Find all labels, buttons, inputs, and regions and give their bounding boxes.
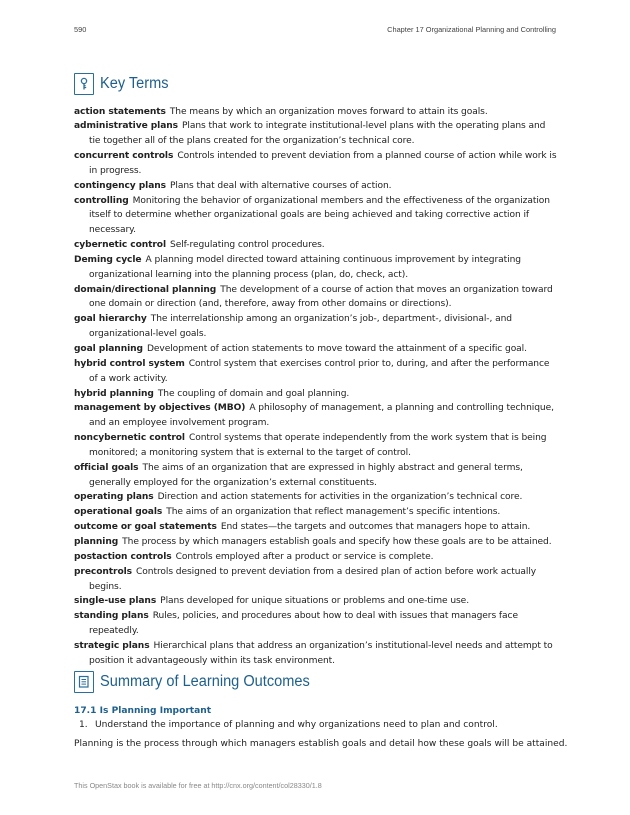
glossary-entry <box>74 238 559 253</box>
glossary-term: operating plans <box>74 492 154 503</box>
glossary-entry <box>74 387 559 402</box>
glossary-term: action statements <box>74 106 166 117</box>
glossary-definition: Plans that work to integrate institutional-level plans with the operating plans and tie together all of the plans created for the organization’s technical core. <box>89 121 546 147</box>
glossary-term: hybrid control system <box>74 358 185 369</box>
glossary-entry <box>74 119 559 149</box>
glossary-definition: Monitoring the behavior of organizational members and the effectiveness of the organization itself to determine whether organizational goals are being achieved and taking corrective action if necessary. <box>89 195 550 236</box>
summary-title: Summary of Learning Outcomes <box>100 673 310 690</box>
glossary-definition: Development of action statements to move toward the attainment of a specific goal. <box>146 344 527 354</box>
glossary-entry <box>74 490 559 505</box>
glossary-term: goal planning <box>74 344 143 354</box>
glossary-term: controlling <box>74 195 129 206</box>
glossary-definition: Controls employed after a product or service is complete. <box>175 551 434 562</box>
glossary-entry <box>74 535 559 550</box>
glossary-definition: A planning model directed toward attaining continuous improvement by integrating organizational learning into the planning process (plan, do, check, act). <box>89 254 521 280</box>
list-number: 1. <box>79 720 88 730</box>
learning-outcome-item <box>79 718 498 732</box>
glossary-definition: A philosophy of management, a planning and controlling technique, and an employee involvement program. <box>89 403 554 429</box>
glossary-entry <box>74 283 559 313</box>
glossary-term: operational goals <box>74 507 163 518</box>
chapter-title: Chapter 17 Organizational Planning and Controlling <box>387 25 556 34</box>
page-number: 590 <box>74 25 87 34</box>
glossary-entry <box>74 342 559 357</box>
glossary-entry <box>74 594 559 609</box>
glossary-definition: Hierarchical plans that address an organization’s institutional-level needs and attempt to position it advantageously within its task environment. <box>89 640 553 666</box>
glossary-entry <box>74 357 559 387</box>
glossary-entry <box>74 312 559 342</box>
glossary-entry <box>74 639 559 669</box>
glossary-definition: Control systems that operate independently from the work system that is being monitored; a monitoring system that is external to the target of control. <box>89 433 547 458</box>
glossary-definition: Controls intended to prevent deviation from a planned course of action while work is in progress. <box>89 151 557 176</box>
glossary-definition: Controls designed to prevent deviation from a desired plan of action before work actually begins. <box>89 566 537 592</box>
glossary-term: management by objectives (MBO) <box>74 403 246 414</box>
glossary-definition: The aims of an organization that are expressed in highly abstract and general terms, generally employed for the organization’s external constituents. <box>89 462 523 488</box>
glossary-term: noncybernetic control <box>74 433 185 444</box>
glossary-definition: The coupling of domain and goal planning. <box>157 388 350 399</box>
glossary-entry <box>74 401 559 431</box>
glossary-entry <box>74 565 559 595</box>
glossary-entry <box>74 520 559 535</box>
key-terms-list <box>74 105 559 669</box>
glossary-definition: The interrelationship among an organization’s job-, department-, divisional-, and organizational-level goals. <box>89 314 512 340</box>
glossary-term: precontrols <box>74 566 133 577</box>
glossary-term: planning <box>74 536 119 547</box>
glossary-definition: Control system that exercises control prior to, during, and after the performance of a work activity. <box>89 358 550 384</box>
glossary-definition: Direction and action statements for activities in the organization’s technical core. <box>157 492 523 503</box>
glossary-term: single-use plans <box>74 596 157 607</box>
learning-outcome-text: Understand the importance of planning and why organizations need to plan and control. <box>95 720 498 730</box>
key-icon <box>74 73 94 95</box>
glossary-term: standing plans <box>74 611 149 622</box>
glossary-definition: The process by which managers establish goals and specify how these goals are to be attained. <box>122 536 552 547</box>
glossary-entry <box>74 105 559 120</box>
glossary-definition: End states—the targets and outcomes that managers hope to attain. <box>220 522 531 533</box>
summary-paragraph: Planning is the process through which managers establish goals and detail how these goals will be attained. <box>74 739 568 749</box>
glossary-entry <box>74 149 559 179</box>
glossary-definition: The aims of an organization that reflect management’s specific intentions. <box>166 507 501 518</box>
glossary-term: goal hierarchy <box>74 314 147 325</box>
section-heading: 17.1 Is Planning Important <box>74 706 212 716</box>
glossary-definition: The means by which an organization moves forward to attain its goals. <box>169 106 488 117</box>
glossary-entry <box>74 550 559 565</box>
document-icon <box>74 671 94 693</box>
glossary-entry <box>74 505 559 520</box>
glossary-entry <box>74 431 559 461</box>
key-terms-title: Key Terms <box>100 75 169 92</box>
glossary-term: cybernetic control <box>74 240 167 251</box>
glossary-definition: Plans developed for unique situations or problems and one-time use. <box>160 596 470 607</box>
glossary-term: strategic plans <box>74 640 150 651</box>
glossary-definition: Self-regulating control procedures. <box>170 240 325 251</box>
glossary-term: Deming cycle <box>74 254 142 265</box>
footer-note: This OpenStax book is available for free at http://cnx.org/content/col28330/1.8 <box>74 781 322 790</box>
running-head <box>74 25 556 37</box>
glossary-entry <box>74 194 559 239</box>
glossary-entry <box>74 179 559 194</box>
glossary-term: contingency plans <box>74 180 166 191</box>
glossary-entry <box>74 253 559 283</box>
glossary-term: outcome or goal statements <box>74 522 217 533</box>
glossary-term: hybrid planning <box>74 388 154 399</box>
glossary-term: official goals <box>74 462 139 473</box>
glossary-term: domain/directional planning <box>74 284 217 295</box>
glossary-entry <box>74 609 559 639</box>
glossary-definition: The development of a course of action that moves an organization toward one domain or direction (and, therefore, away from other domains or directions). <box>89 284 553 310</box>
glossary-term: administrative plans <box>74 121 178 132</box>
glossary-term: concurrent controls <box>74 151 174 162</box>
glossary-entry <box>74 461 559 491</box>
glossary-definition: Rules, policies, and procedures about how to deal with issues that managers face repeatedly. <box>89 611 518 637</box>
glossary-definition: Plans that deal with alternative courses of action. <box>169 180 392 191</box>
glossary-term: postaction controls <box>74 551 172 562</box>
